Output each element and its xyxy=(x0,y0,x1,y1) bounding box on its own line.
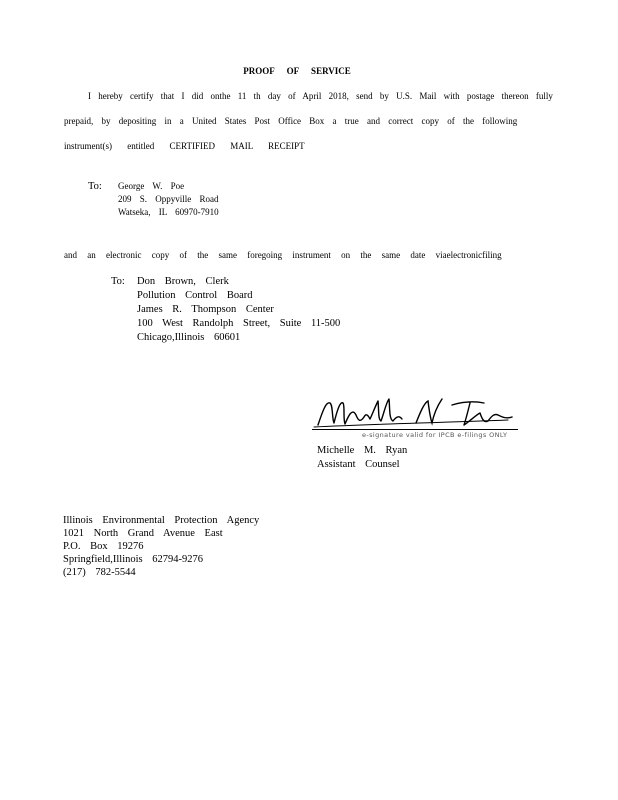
recipient1-address xyxy=(118,180,219,219)
recipient2-line: 100 West Randolph Street, Suite 11-500 xyxy=(137,318,341,329)
agency-address xyxy=(63,514,259,579)
recipient2-address xyxy=(137,275,340,345)
signature-line xyxy=(312,429,518,430)
agency-line: P.O. Box 19276 xyxy=(63,541,144,552)
recipient1-line: George W. Poe xyxy=(118,181,185,191)
electronic-copy-line: and an electronic copy of the same foregoing instrument on the same date viaelectronicfiling xyxy=(64,250,502,260)
certify-line-2: prepaid, by depositing in a United States Post Office Box a true and correct copy of the following xyxy=(64,116,518,126)
agency-line: Illinois Environmental Protection Agency xyxy=(63,515,260,526)
recipient1-line: Watseka, IL 60970-7910 xyxy=(118,207,219,217)
recipient2-line: Don Brown, Clerk xyxy=(137,276,229,287)
signature-block xyxy=(312,393,522,441)
recipient1-line: 209 S. Oppyville Road xyxy=(118,194,219,204)
recipient1-to-label: To: xyxy=(88,181,102,192)
recipient2-line: James R. Thompson Center xyxy=(137,304,274,315)
signer-title: Assistant Counsel xyxy=(317,459,400,470)
certify-line-1: I hereby certify that I did onthe 11 th day of April 2018, send by U.S. Mail with postage thereon fully xyxy=(88,91,553,101)
esignature-note: e-signature valid for IPCB e-filings ONLY xyxy=(362,431,508,439)
recipient2-line: Chicago,Illinois 60601 xyxy=(137,332,241,343)
handwritten-signature xyxy=(312,393,522,433)
agency-line: Springfield,Illinois 62794-9276 xyxy=(63,554,203,565)
recipient2-to-label: To: xyxy=(111,276,125,287)
recipient2-line: Pollution Control Board xyxy=(137,290,253,301)
agency-line: 1021 North Grand Avenue East xyxy=(63,528,223,539)
signer-name: Michelle M. Ryan xyxy=(317,445,408,456)
signer-block xyxy=(317,444,407,472)
agency-line: (217) 782-5544 xyxy=(63,567,136,578)
certify-line-3: instrument(s) entitled CERTIFIED MAIL RECEIPT xyxy=(64,141,305,151)
document-title: PROOF OF SERVICE xyxy=(243,66,351,76)
